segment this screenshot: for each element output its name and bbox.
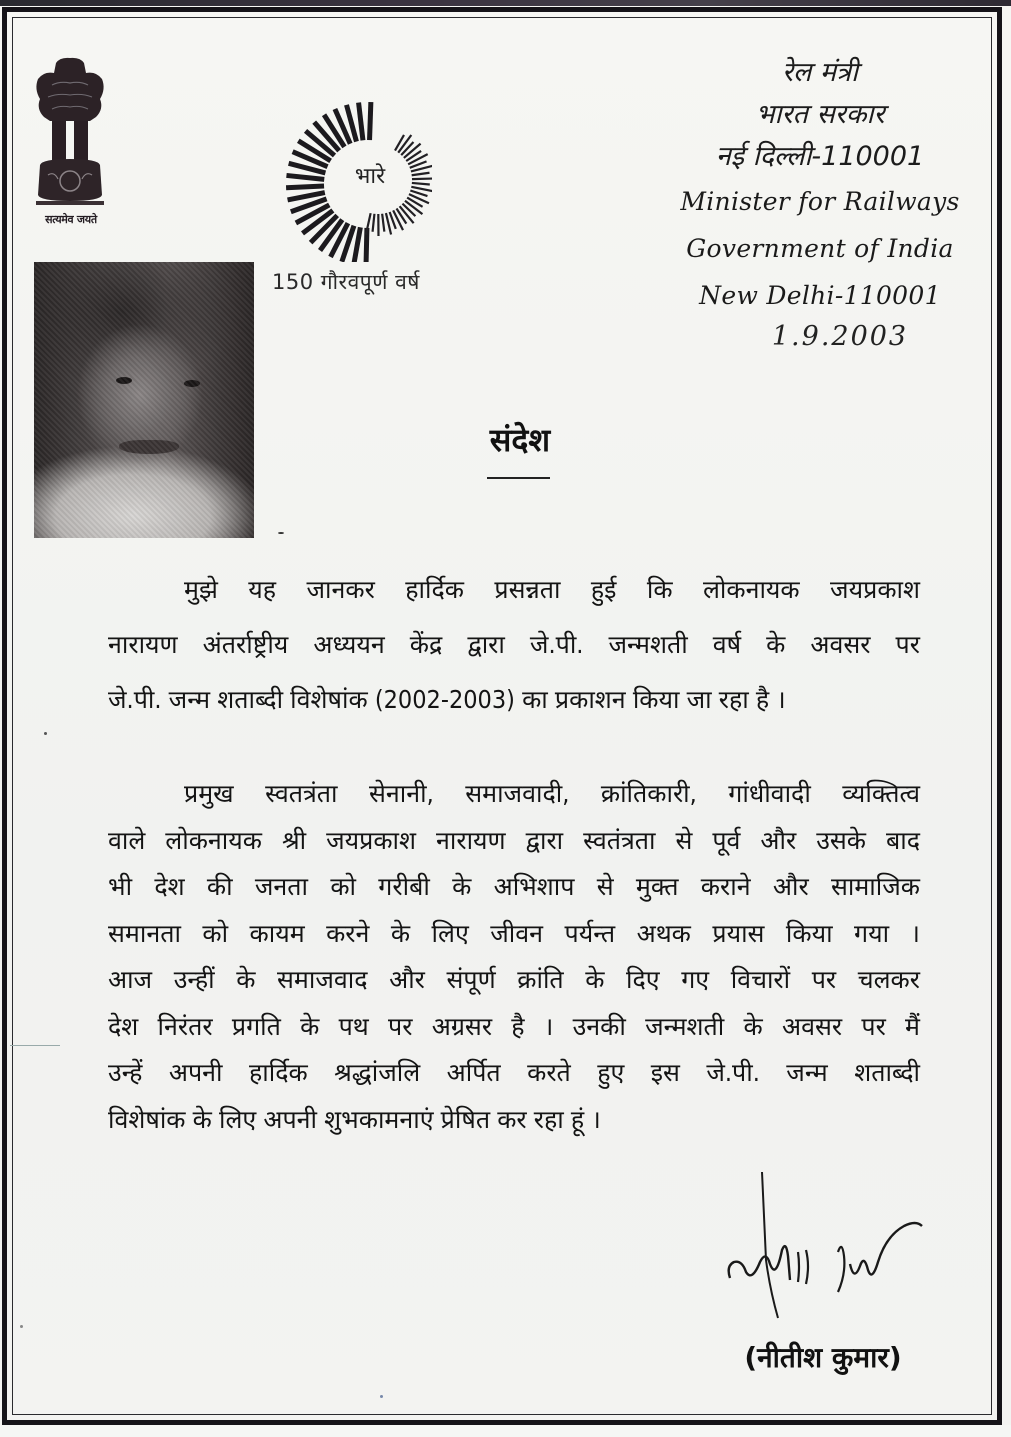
letterhead-english-designation: Minister for Railways	[680, 187, 960, 216]
paragraph-line: आज उन्हीं के समाजवाद और संपूर्ण क्रांति के दिए गए विचारों पर चलकर	[108, 965, 920, 994]
portrait-photo	[34, 262, 254, 538]
paragraph-1	[108, 562, 920, 727]
paragraph-2	[108, 771, 920, 1143]
title-underline	[487, 477, 550, 479]
letterhead-english-address: New Delhi-110001	[699, 281, 941, 310]
paragraph-line: जे.पी. जन्म शताब्दी विशेषांक (2002-2003) का प्रकाशन किया जा रहा है ।	[108, 685, 786, 714]
photo-mustache	[119, 440, 179, 454]
letterhead	[660, 52, 980, 352]
letterhead-hindi-address: नई दिल्ली-110001	[715, 141, 925, 172]
paragraph-line: नारायण अंतर्राष्ट्रीय अध्ययन केंद्र द्वारा जे.पी. जन्मशती वर्ष के अवसर पर	[108, 630, 920, 659]
scan-top-edge	[0, 0, 1011, 6]
paragraph-line: प्रमुख स्वतत्रंता सेनानी, समाजवादी, क्रांतिकारी, गांधीवादी व्यक्तित्व	[184, 779, 920, 808]
paragraph-line: उन्हें अपनी हार्दिक श्रद्धांजलि अर्पित करते हुए इस जे.पी. जन्म शताब्दी	[108, 1058, 920, 1087]
ashoka-emblem-icon	[30, 55, 110, 233]
scan-speck	[44, 732, 47, 735]
paragraph-line: मुझे यह जानकर हार्दिक प्रसन्नता हुई कि लोकनायक जयप्रकाश	[184, 575, 920, 604]
scan-speck	[380, 1395, 383, 1398]
letterhead-hindi-government: भारत सरकार	[755, 99, 885, 130]
paragraph-line: देश निरंतर प्रगति के पथ पर अग्रसर है । उनकी जन्मशती के अवसर पर मैं	[108, 1011, 920, 1041]
scan-bottom-edge	[0, 1425, 1011, 1437]
letter-date: 1.9.2003	[771, 321, 909, 352]
message-body	[108, 562, 920, 1143]
handwritten-signature-icon	[726, 1170, 956, 1320]
paragraph-line: विशेषांक के लिए अपनी शुभकामनाएं प्रेषित कर रहा हूं ।	[108, 1104, 601, 1134]
letterhead-english-government: Government of India	[686, 234, 954, 263]
rail-logo-inner-text: भारे	[354, 164, 386, 189]
paragraph-line: भी देश की जनता को गरीबी के अभिशाप से मुक्त कराने और सामाजिक	[108, 872, 920, 901]
photo-eye-left	[116, 377, 132, 384]
photo-eye-right	[184, 380, 200, 387]
scan-mark	[10, 1045, 60, 1046]
letterhead-hindi-designation: रेल मंत्री	[782, 57, 858, 88]
emblem-motto: सत्यमेव जयते	[45, 213, 97, 226]
scan-speck	[20, 1325, 23, 1328]
rail-logo-caption: 150 गौरवपूर्ण वर्ष	[272, 270, 420, 294]
paragraph-line: समानता को कायम करने के लिए जीवन पर्यन्त अथक प्रयास किया गया ।	[108, 918, 920, 948]
paragraph-line: वाले लोकनायक श्री जयप्रकाश नारायण द्वारा स्वतंत्रता से पूर्व और उसके बाद	[108, 825, 920, 855]
message-title: संदेश	[489, 421, 551, 459]
signatory-name: (नीतीश कुमार)	[744, 1341, 902, 1374]
scan-speck	[278, 532, 284, 534]
